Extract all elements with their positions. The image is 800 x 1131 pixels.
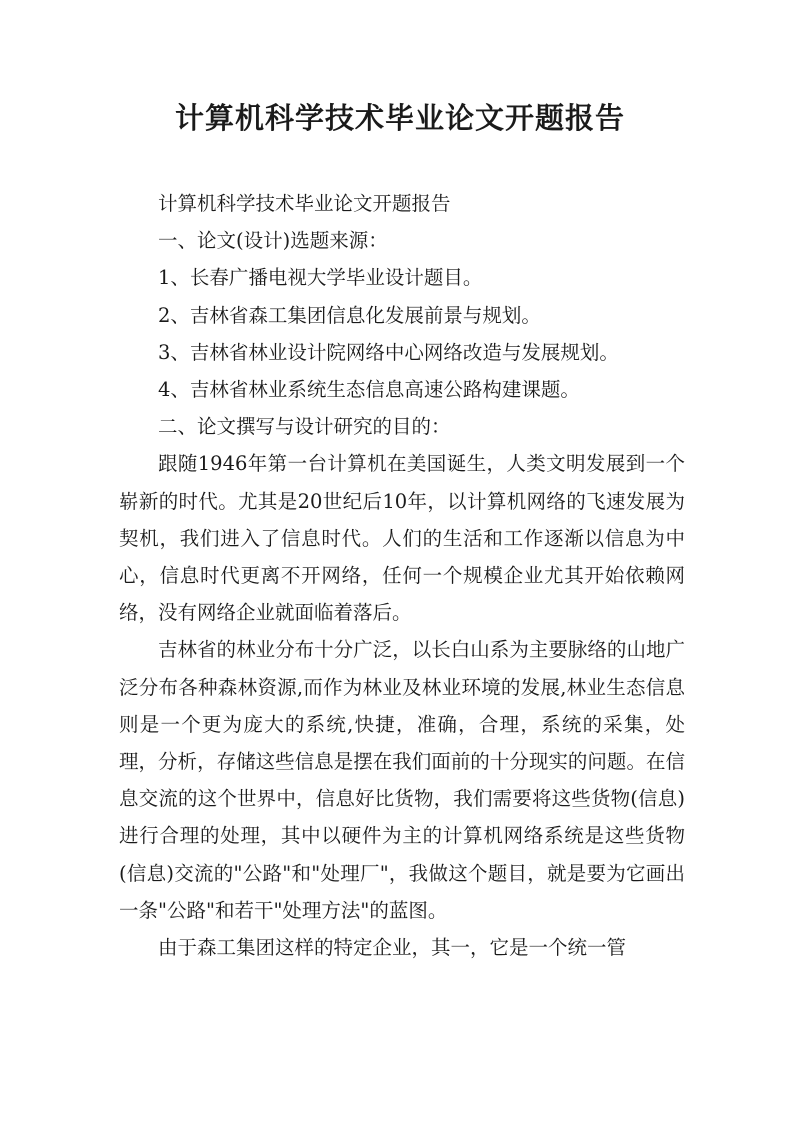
list-item: 2、吉林省森工集团信息化发展前景与规划。 [158,303,541,327]
paragraph-heading: 计算机科学技术毕业论文开题报告 [158,192,451,215]
document-title: 计算机科学技术毕业论文开题报告 [174,101,625,135]
body-paragraph: 由于森工集团这样的特定企业，其一，它是一个统一管 [158,936,627,960]
list-item: 3、吉林省林业设计院网络中心网络改造与发展规划。 [158,340,619,364]
list-item: 4、吉林省林业系统生态信息高速公路构建课题。 [158,378,580,402]
body-paragraph: 吉林省的林业分布十分广泛，以长白山系为主要脉络的山地广泛分布各种森林资源,而作为林业及林业环境的发展,林业生态信息则是一个更为庞大的系统,快捷，准确，合理，系统的采集，处理，分析，存储这些信息是摆在我们面前的十分现实的问题。在信息交流的这个世界中，信息好比货物，我们需要将这些货物(信息)进行合理的处理，其中以硬件为主的计算机网络系统是这些货物(信息)交流的"公路"和"处理厂"，我做这个题目，就是要为它画出一条"公路"和若干"处理方法"的蓝图。 [119,638,685,922]
body-paragraph: 跟随1946年第一台计算机在美国诞生，人类文明发展到一个崭新的时代。尤其是20世纪后10年，以计算机网络的飞速发展为契机，我们进入了信息时代。人们的生活和工作逐渐以信息为中心，信息时代更离不开网络，任何一个规模企业尤其开始依赖网络，没有网络企业就面临着落后。 [119,452,685,625]
section-heading-purpose: 二、论文撰写与设计研究的目的： [158,415,451,439]
section-heading-topic-source: 一、论文(设计)选题来源： [158,229,388,253]
list-item: 1、长春广播电视大学毕业设计题目。 [158,266,483,290]
document-body [119,185,685,966]
